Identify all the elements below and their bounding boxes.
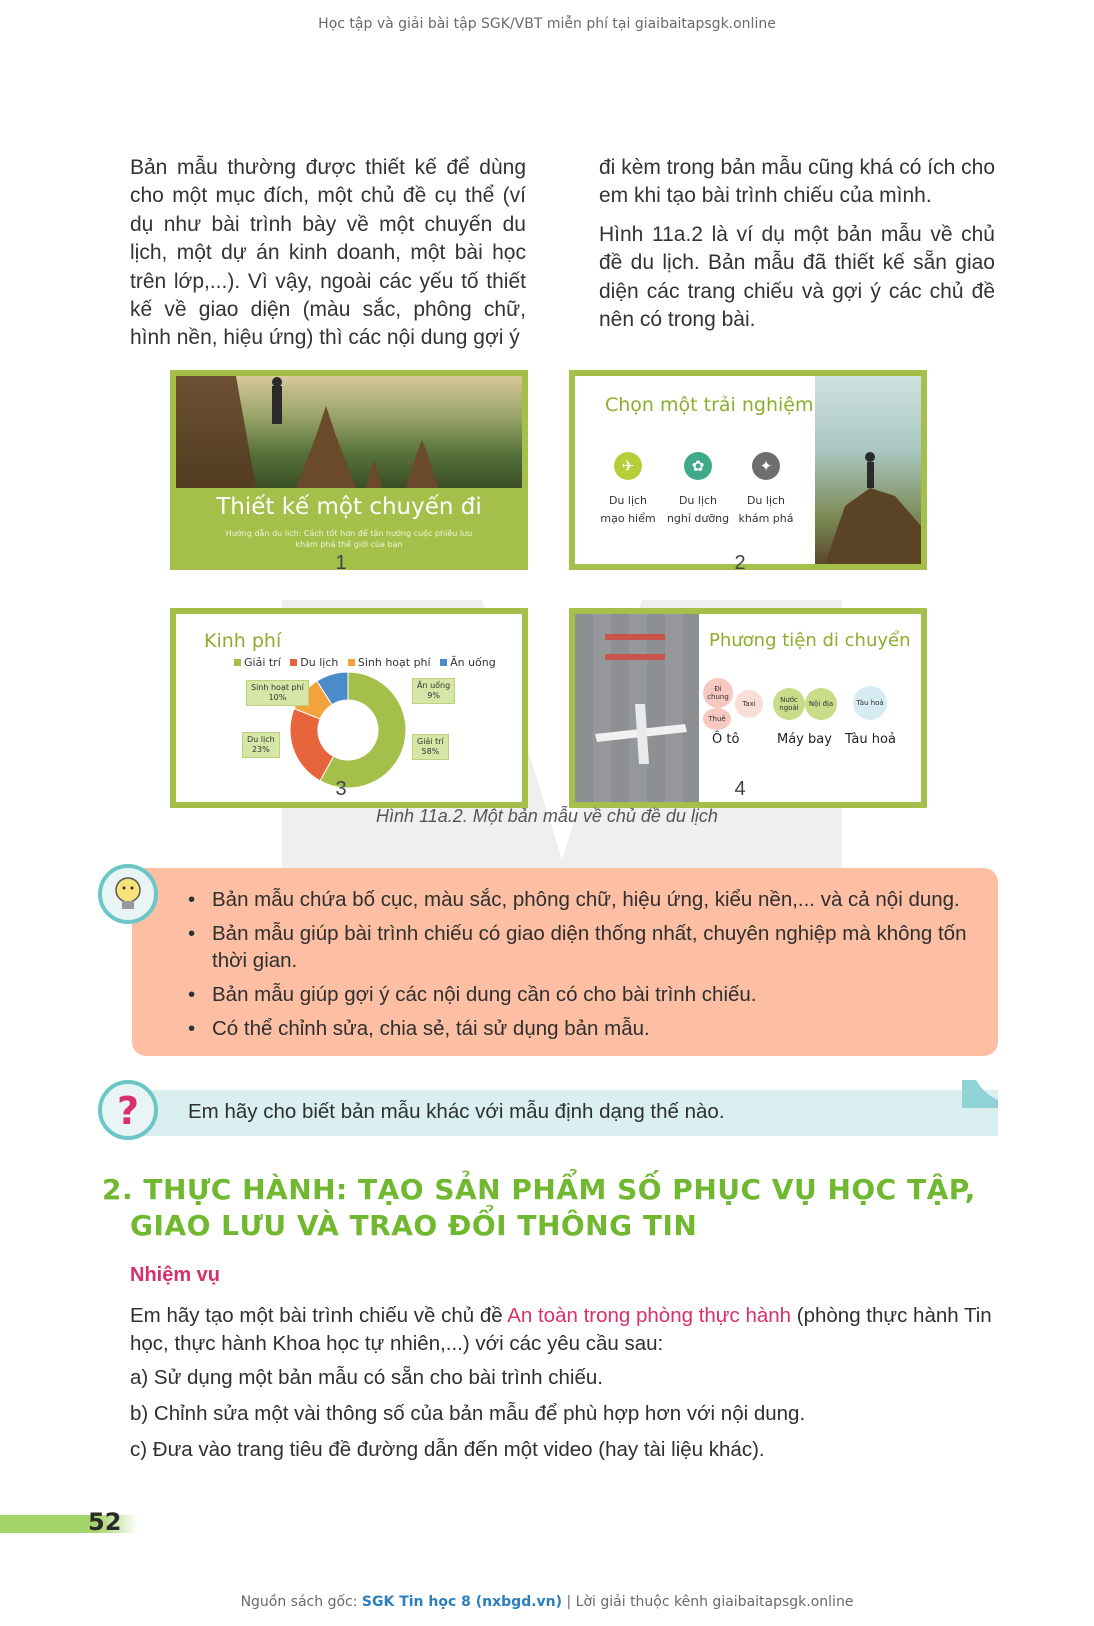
bubble-taxi: Taxi [735, 690, 763, 718]
callout-label: Giải trí [417, 737, 444, 746]
legend-label: Sinh hoạt phí [357, 656, 431, 669]
temple-landscape-photo [176, 376, 522, 488]
section-heading-line1: 2. THỰC HÀNH: TẠO SẢN PHẨM SỐ PHỤC VỤ HỌC TẬP, [102, 1173, 976, 1206]
slide2-title: Chọn một trải nghiệm [605, 394, 814, 416]
explorer-icon: ✦ [752, 452, 780, 480]
slide1-subtitle: Hướng dẫn du lịch: Cách tốt hơn để tận hưởng cuộc phiêu lưu khám phá thế giới của bạn [225, 529, 473, 549]
slide-number-4: 4 [734, 778, 746, 800]
callout-value: 23% [251, 745, 270, 754]
legend-swatch [234, 659, 241, 666]
hiker-icon: ✈ [614, 452, 642, 480]
question-mark-icon [98, 1080, 158, 1140]
right-paragraph-2: Hình 11a.2 là ví dụ một bản mẫu về chủ đề du lịch. Bản mẫu đã thiết kế sẵn giao diện các trang chiếu và gợi ý các chủ đề nên có trong bài. [599, 222, 995, 332]
body-column-left [130, 154, 526, 363]
body-column-right [599, 154, 995, 344]
callout-food [412, 678, 455, 704]
callout-value: 58% [421, 747, 440, 756]
lightbulb-icon [98, 864, 158, 924]
experience-item-adventure [593, 452, 663, 528]
page-curl-icon [962, 1080, 998, 1108]
question-bar [140, 1090, 998, 1136]
chart-legend [228, 656, 496, 669]
experience-label-line2: mạo hiểm [600, 512, 656, 525]
task-item-a: a) Sử dụng một bản mẫu có sẵn cho bài trình chiếu. [130, 1366, 603, 1389]
task-topic-highlight: An toàn trong phòng thực hành [507, 1304, 792, 1327]
legend-label: Du lịch [300, 656, 339, 669]
experience-item-explore [731, 452, 801, 528]
page-number: 52 [88, 1508, 122, 1536]
legend-label: Ăn uống [450, 656, 496, 669]
footer-credit [0, 1594, 1094, 1610]
experience-label-line2: nghỉ dưỡng [666, 512, 730, 525]
right-paragraph-1: đi kèm trong bản mẫu cũng khá có ích cho em khi tạo bài trình chiếu của mình. [599, 156, 995, 208]
left-paragraph: Bản mẫu thường được thiết kế để dùng cho một mục đích, một chủ đề cụ thể (ví dụ như bài trình bày về một chuyến du lịch, một dự án kinh doanh, một bài học trên lớp,...). Vì vậy, ngoài các yếu tố thiết kế về giao diện (màu sắc, phông chữ, hình nền, hiệu ứng) thì các nội dung gợi ý [130, 156, 526, 350]
bubble-domestic: Nội địa [805, 688, 837, 720]
callout-living-cost [246, 680, 309, 706]
top-credit: Học tập và giải bài tập SGK/VBT miễn phí tại giaibaitapsgk.online [318, 16, 776, 32]
svg-text:?: ? [116, 1089, 140, 1133]
figure-caption: Hình 11a.2. Một bản mẫu về chủ đề du lịch [376, 806, 718, 826]
legend-label: Giải trí [244, 656, 281, 669]
runner-icon: ✿ [684, 452, 712, 480]
section-heading [102, 1172, 1002, 1244]
experience-label-line2: khám phá [738, 512, 794, 525]
task-item-c: c) Đưa vào trang tiêu đề đường dẫn đến một video (hay tài liệu khác). [130, 1438, 765, 1461]
callout-label: Ăn uống [417, 681, 451, 690]
key-point: • Bản mẫu giúp gợi ý các nội dung cần có cho bài trình chiếu. [188, 981, 978, 1008]
experience-label-line1: Du lịch [678, 494, 718, 507]
footer-source-link[interactable]: SGK Tin học 8 (nxbgd.vn) [361, 1594, 563, 1610]
callout-label: Sinh hoạt phí [251, 683, 304, 692]
task-intro-text: (phòng thực hành Tin học, thực hành Khoa học tự nhiên,...) với các yêu cầu sau: [130, 1304, 992, 1355]
task-intro [130, 1302, 996, 1368]
bubble-international: Nước ngoài [773, 688, 805, 720]
task-label: Nhiệm vụ [130, 1264, 221, 1286]
key-point: • Bản mẫu chứa bố cục, màu sắc, phông chữ, hiệu ứng, kiểu nền,... và cả nội dung. [188, 886, 978, 913]
bubble-carpool: Đi chung [703, 678, 733, 708]
slide-number-1: 1 [335, 552, 347, 574]
key-point: • Có thể chỉnh sửa, chia sẻ, tái sử dụng bản mẫu. [188, 1015, 978, 1042]
section-heading-line2: GIAO LƯU VÀ TRAO ĐỔI THÔNG TIN [130, 1209, 698, 1242]
key-point: • Bản mẫu giúp bài trình chiếu có giao diện thống nhất, chuyên nghiệp mà không tốn thời gian. [188, 920, 978, 974]
vehicle-label-car: Ô tô [712, 732, 740, 747]
airport-photo [575, 614, 699, 802]
callout-value: 10% [268, 693, 287, 702]
experience-item-resort [663, 452, 733, 528]
task-item-b: b) Chỉnh sửa một vài thông số của bản mẫu để phù hợp hơn với nội dung. [130, 1402, 806, 1425]
hiker-photo [815, 376, 921, 564]
callout-travel [242, 732, 280, 758]
callout-value: 9% [427, 691, 440, 700]
question-text: Em hãy cho biết bản mẫu khác với mẫu định dạng thế nào. [188, 1100, 725, 1123]
vehicle-label-train: Tàu hoả [845, 732, 896, 747]
footer-suffix: | Lời giải thuộc kênh giaibaitapsgk.online [562, 1594, 854, 1610]
legend-swatch [440, 659, 447, 666]
task-intro-text: Em hãy tạo một bài trình chiếu về chủ đề [130, 1304, 508, 1327]
slide-thumbnail-2 [569, 370, 927, 570]
slide1-title: Thiết kế một chuyến đi [216, 494, 482, 520]
legend-swatch [348, 659, 355, 666]
callout-label: Du lịch [247, 735, 275, 744]
key-points-list [188, 886, 978, 1049]
callout-entertainment [412, 734, 449, 760]
vehicle-label-plane: Máy bay [777, 732, 832, 747]
legend-swatch [290, 659, 297, 666]
experience-label-line1: Du lịch [608, 494, 648, 507]
footer-prefix: Nguồn sách gốc: [240, 1594, 362, 1610]
experience-label-line1: Du lịch [746, 494, 786, 507]
bubble-rental: Thuê [703, 708, 731, 730]
slide-number-3: 3 [335, 778, 347, 800]
slide3-title: Kinh phí [204, 630, 282, 652]
slide-number-2: 2 [734, 552, 746, 574]
bubble-train: Tàu hoả [853, 686, 887, 720]
key-points-box [132, 868, 998, 1056]
slide4-title: Phương tiện di chuyển [709, 630, 911, 651]
slide-thumbnail-1 [170, 370, 528, 570]
